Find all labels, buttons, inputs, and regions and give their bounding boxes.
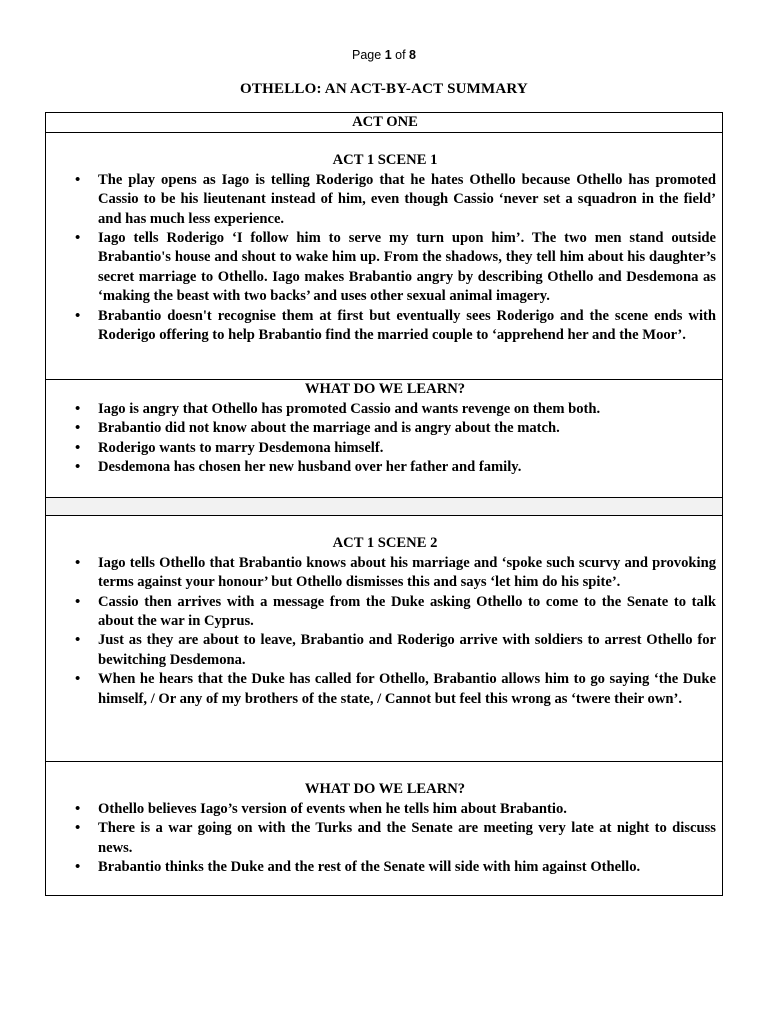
learn1-cell — [46, 380, 723, 498]
act-header-row — [46, 113, 723, 133]
shaded-spacer — [46, 498, 723, 516]
list-item: • Brabantio thinks the Duke and the rest of the Senate will side with him against Othello. — [98, 858, 716, 877]
page-prefix: Page — [352, 48, 385, 62]
scene1-list — [54, 171, 716, 346]
page-current: 1 — [384, 48, 392, 62]
list-item: • Cassio then arrives with a message from the Duke asking Othello to come to the Senate to talk about the war in Cyprus. — [98, 593, 716, 632]
list-item: • Brabantio did not know about the marriage and is angry about the match. — [98, 419, 716, 438]
list-item: • Iago tells Othello that Brabantio knows about his marriage and ‘spoke such scurvy and provoking terms against your honour’ but Othello dismisses this and says ‘let him do his spite’. — [98, 554, 716, 593]
list-item: • Othello believes Iago’s version of events when he tells him about Brabantio. — [98, 800, 716, 819]
page-number — [0, 48, 768, 62]
page-total: 8 — [409, 48, 416, 62]
list-item: • Iago is angry that Othello has promoted Cassio and wants revenge on them both. — [98, 400, 716, 419]
list-item: • Roderigo wants to marry Desdemona himself. — [98, 439, 716, 458]
scene1-cell — [46, 133, 723, 380]
scene2-row — [46, 516, 723, 762]
learn2-row — [46, 762, 723, 896]
scene2-heading: ACT 1 SCENE 2 — [332, 535, 438, 552]
list-item: • When he hears that the Duke has called for Othello, Brabantio allows him to go saying ‘the Duke himself, / Or any of my brothers of the state, / Cannot but feel this wrong as ‘twere their own’. — [98, 670, 716, 709]
learn1-heading: WHAT DO WE LEARN? — [304, 381, 466, 398]
learn2-list — [54, 800, 716, 878]
scene2-cell — [46, 516, 723, 762]
scene1-heading: ACT 1 SCENE 1 — [332, 152, 438, 169]
page-of: of — [391, 48, 410, 62]
list-item: • Brabantio doesn't recognise them at first but eventually sees Roderigo and the scene ends with Roderigo offering to help Brabantio find the married couple to ‘apprehend her and the Moor’. — [98, 307, 716, 346]
learn2-cell — [46, 762, 723, 896]
document-title: OTHELLO: AN ACT-BY-ACT SUMMARY — [240, 81, 528, 97]
scene2-list — [54, 554, 716, 709]
list-item: • There is a war going on with the Turks and the Senate are meeting very late at night to discuss news. — [98, 819, 716, 858]
spacer-row — [46, 498, 723, 516]
scene1-row — [46, 133, 723, 380]
learn1-list — [54, 400, 716, 478]
list-item: • Iago tells Roderigo ‘I follow him to serve my turn upon him’. The two men stand outside Brabantio's house and shout to wake him up. From the shadows, they tell him about his daughter’s secret marriage to Othello. Iago makes Brabantio angry by describing Othello and Desdemona as ‘making the beast with two backs’ and uses other sexual animal imagery. — [98, 229, 716, 307]
summary-table — [45, 112, 723, 896]
learn1-row — [46, 380, 723, 498]
list-item: • The play opens as Iago is telling Roderigo that he hates Othello because Othello has promoted Cassio to be his lieutenant instead of him, even though Cassio ‘never set a squadron in the field’ and has much less experience. — [98, 171, 716, 229]
learn2-heading: WHAT DO WE LEARN? — [304, 781, 466, 798]
list-item: • Just as they are about to leave, Brabantio and Roderigo arrive with soldiers to arrest Othello for bewitching Desdemona. — [98, 631, 716, 670]
list-item: • Desdemona has chosen her new husband over her father and family. — [98, 458, 716, 477]
act-heading: ACT ONE — [46, 113, 723, 133]
